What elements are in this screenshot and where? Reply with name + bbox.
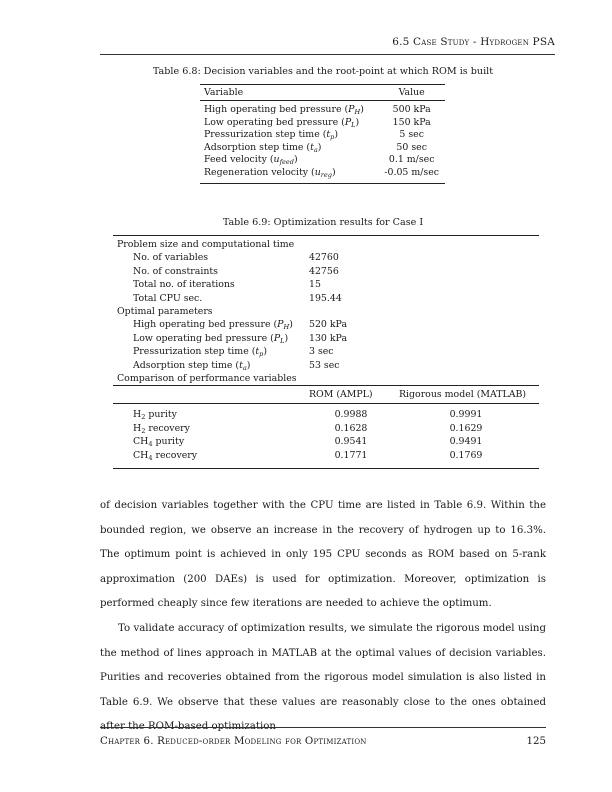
row-label: $H_2$ purity: [133, 409, 177, 422]
chapter-title: Chapter 6. Reduced-order Modeling for Optimization: [100, 736, 367, 747]
table-row: [113, 251, 539, 264]
page-footer: [100, 727, 546, 747]
table-row: [200, 101, 445, 117]
value-cell: 5 sec: [399, 129, 424, 141]
row-value: 15: [309, 279, 321, 291]
row-label: No. of constraints: [133, 265, 218, 277]
comparison-header-row: [113, 386, 539, 404]
value-cell: 50 sec: [396, 141, 427, 153]
rigorous-value: 0.1769: [449, 449, 483, 461]
column-header-empty: [113, 386, 309, 404]
table-row: [113, 278, 539, 291]
variable-cell: Adsorption step time $(t_a)$: [204, 141, 322, 154]
variable-cell: Low operating bed pressure $(P_L)$: [204, 116, 360, 129]
variable-cell: High operating bed pressure $(P_H)$: [204, 104, 364, 116]
table-header-row: [200, 85, 445, 101]
table-6-9: [113, 235, 539, 469]
table-row: [200, 129, 445, 142]
row-value: 130 kPa: [309, 332, 348, 344]
running-header: 6.5 Case Study - Hydrogen PSA: [100, 36, 555, 55]
rom-value: 0.1628: [334, 422, 368, 434]
table-6-9-caption: Table 6.9: Optimization results for Case I: [222, 217, 424, 228]
table-row: [200, 142, 445, 155]
value-cell: -0.05 m/sec: [384, 166, 440, 178]
column-header-variable: Variable: [200, 85, 378, 101]
table-row: [200, 167, 445, 183]
table-6-8: [200, 84, 445, 184]
table-row: [113, 359, 539, 372]
table-row: [113, 404, 539, 422]
variable-cell: Pressurization step time $(t_p)$: [204, 129, 339, 142]
section-heading-row: [113, 236, 539, 252]
section-heading-optimal-parameters: Optimal parameters: [117, 306, 213, 318]
rom-value: 0.9988: [334, 409, 368, 421]
rigorous-value: 0.9991: [449, 409, 483, 421]
value-cell: 150 kPa: [392, 116, 431, 128]
section-heading-row: [113, 372, 539, 386]
row-label: No. of variables: [133, 252, 209, 264]
row-label: Adsorption step time $(t_a)$: [133, 359, 251, 372]
rom-value: 0.9541: [334, 436, 368, 448]
row-label: Low operating bed pressure $(P_L)$: [133, 332, 289, 345]
table-row: [113, 435, 539, 448]
row-label: High operating bed pressure $(P_H)$: [133, 319, 293, 332]
variable-cell: Feed velocity $(u_{feed})$: [204, 154, 298, 167]
section-heading-comparison: Comparison of performance variables: [117, 373, 297, 385]
section-heading-row: [113, 305, 539, 318]
row-label: Total CPU sec.: [133, 292, 203, 304]
table-row: [200, 117, 445, 130]
column-header-rigorous: Rigorous model (MATLAB): [393, 386, 539, 404]
body-text: [100, 494, 546, 740]
row-label: $CH_4$ recovery: [133, 449, 198, 462]
table-row: [113, 318, 539, 331]
row-value: 42760: [309, 252, 339, 264]
row-value: 42756: [309, 265, 339, 277]
value-cell: 500 kPa: [392, 104, 431, 115]
variable-cell: Regeneration velocity $(u_{reg})$: [204, 166, 336, 179]
paragraph-2: To validate accuracy of optimization results, we simulate the rigorous model using the method of lines approach in MATLAB at the optimal values of decision variables. Purities and recoveries obtained from the rigorous model simulation is also listed in Table 6.9. We observe that these values are reasonably close to the ones obtained after the ROM-based optimization: [100, 622, 546, 733]
row-label: $H_2$ recovery: [133, 422, 190, 435]
table-row: [113, 265, 539, 278]
row-label: Total no. of iterations: [133, 279, 235, 291]
paragraph-1: of decision variables together with the CPU time are listed in Table 6.9. Within the bounded region, we observe an increase in the recovery of hydrogen up to 16.3%. The optimum point is achieved in only 195 CPU seconds as ROM based on 5-rank approximation (200 DAEs) is used for optimization. Moreover, optimization is performed cheaply since few iterations are needed to achieve the optimum.: [100, 500, 546, 610]
rigorous-value: 0.1629: [449, 422, 483, 434]
page-number: 125: [526, 736, 546, 747]
section-heading-problem-size: Problem size and computational time: [117, 239, 295, 250]
rom-value: 0.1771: [334, 449, 368, 461]
table-row: [113, 449, 539, 469]
value-cell: 0.1 m/sec: [388, 154, 435, 166]
row-label: $CH_4$ purity: [133, 436, 185, 449]
table-row: [113, 332, 539, 345]
column-header-rom: ROM (AMPL): [309, 386, 393, 404]
row-label: Pressurization step time $(t_p)$: [133, 346, 268, 359]
row-value: 3 sec: [309, 346, 334, 358]
table-row: [113, 345, 539, 358]
row-value: 520 kPa: [309, 319, 348, 331]
table-6-8-caption: Table 6.8: Decision variables and the root-point at which ROM is built: [152, 66, 494, 77]
table-row: [113, 422, 539, 435]
row-value: 53 sec: [309, 359, 340, 371]
column-header-value: Value: [378, 85, 445, 101]
table-row: [200, 154, 445, 167]
rigorous-value: 0.9491: [449, 436, 483, 448]
table-row: [113, 292, 539, 305]
row-value: 195.44: [309, 292, 342, 304]
